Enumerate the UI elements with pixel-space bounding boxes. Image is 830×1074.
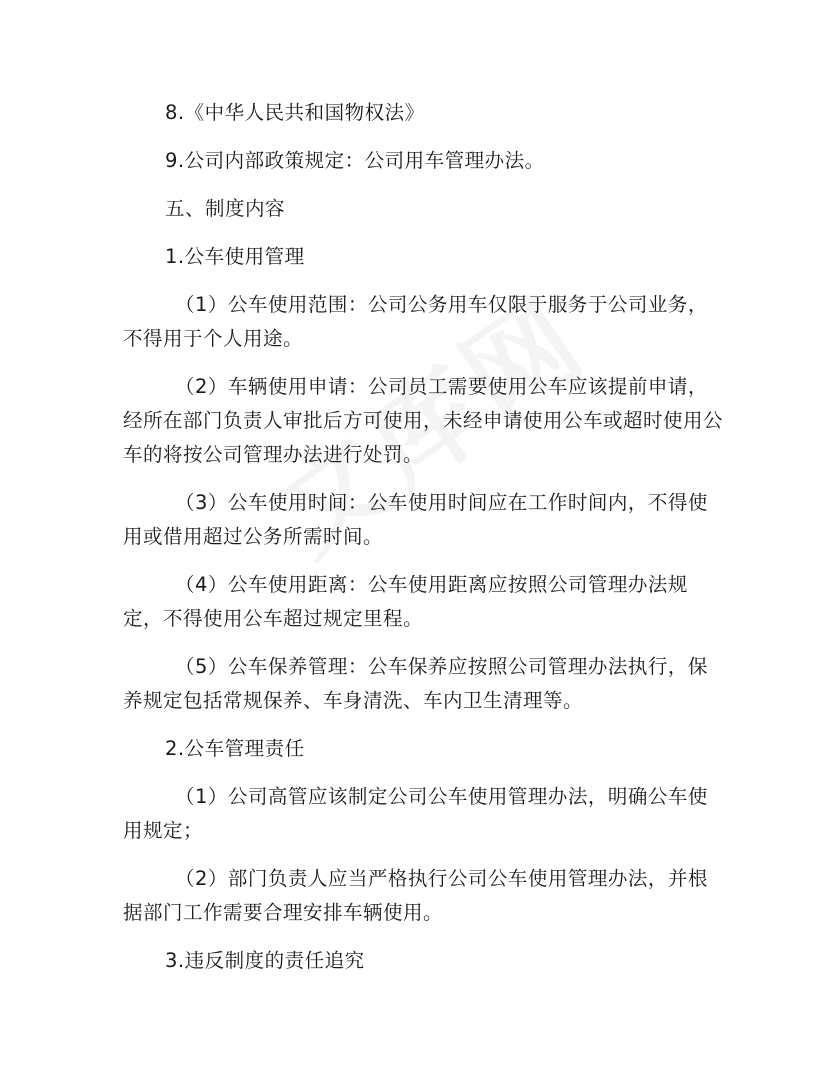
law-item-8: 8.《中华人民共和国物权法》 — [165, 101, 425, 124]
document-body — [123, 96, 723, 992]
subsection-heading-3: 3.违反制度的责任追究 — [165, 949, 365, 972]
law-item-9: 9.公司内部政策规定：公司用车管理办法。 — [165, 149, 545, 172]
paragraph-5: （5）公车保养管理：公车保养应按照公司管理办法执行，保养规定包括常规保养、车身清洗、车内卫生清理等。 — [123, 655, 708, 712]
subsection-heading-2: 2.公车管理责任 — [165, 737, 305, 760]
paragraph-3: （3）公车使用时间：公车使用时间应在工作时间内，不得使用或借用超过公务所需时间。 — [123, 491, 708, 548]
paragraph-7: （2）部门负责人应当严格执行公司公车使用管理办法，并根据部门工作需要合理安排车辆使用。 — [123, 867, 708, 924]
section-heading: 五、制度内容 — [165, 197, 286, 220]
paragraph-1: （1）公车使用范围：公司公务用车仅限于服务于公司业务，不得用于个人用途。 — [123, 293, 708, 350]
paragraph-4: （4）公车使用距离：公车使用距离应按照公司管理办法规定，不得使用公车超过规定里程。 — [123, 573, 688, 630]
subsection-heading-1: 1.公车使用管理 — [165, 245, 305, 268]
paragraph-2: （2）车辆使用申请：公司员工需要使用公车应该提前申请，经所在部门负责人审批后方可使用，未经申请使用公车或超时使用公车的将按公司管理办法进行处罚。 — [123, 375, 724, 466]
paragraph-6: （1）公司高管应该制定公司公车使用管理办法，明确公车使用规定； — [123, 785, 708, 842]
